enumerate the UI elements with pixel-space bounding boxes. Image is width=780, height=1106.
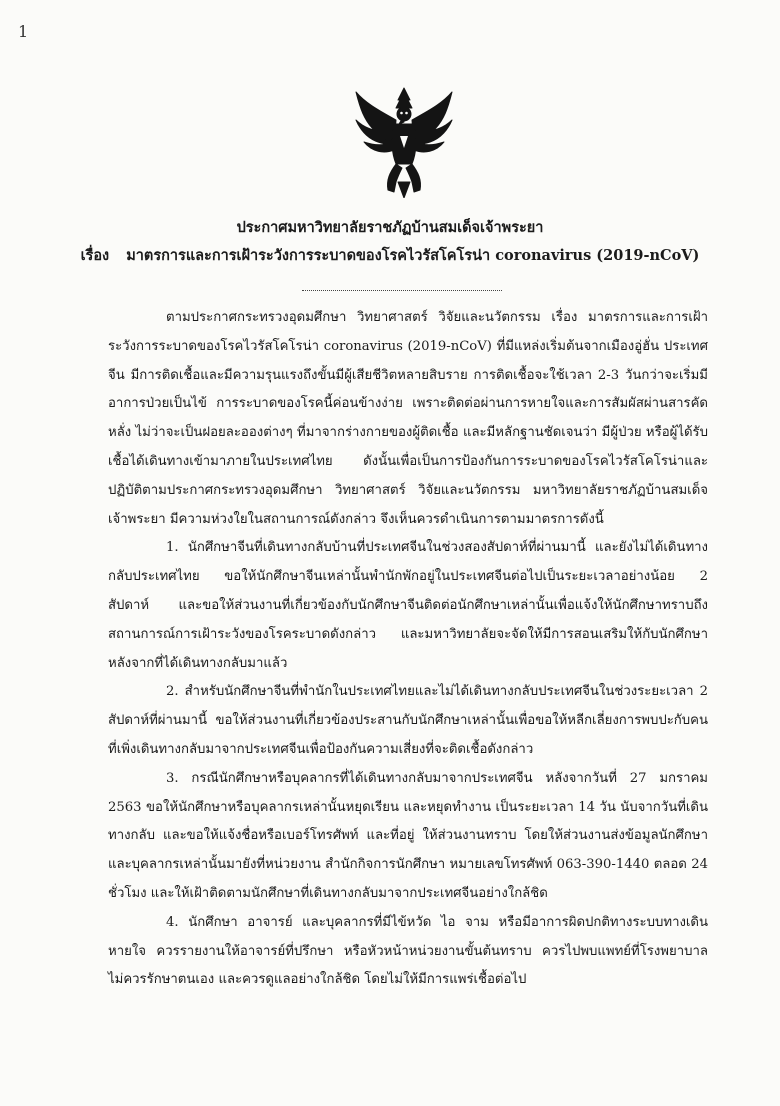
announcement-body <box>108 304 708 995</box>
subject-label: เรื่อง <box>80 247 110 264</box>
measure-item-2: 2. สำหรับนักศึกษาจีนที่พำนักในประเทศไทยและไม่ได้เดินทางกลับประเทศจีนในช่วงระยะเวลา 2 สัปดาห์ที่ผ่านมานี้ ขอให้ส่วนงานที่เกี่ยวข้องประสานกับนักศึกษาเหล่านั้นเพื่อขอให้หลีกเลี่ยงการพบปะกับคนที่เพิ่งเดินทางกลับมาจากประเทศจีนเพื่อป้องกันความเสี่ยงที่จะติดเชื้อดังกล่าว <box>108 684 708 757</box>
measure-item-1: 1. นักศึกษาจีนที่เดินทางกลับบ้านที่ประเทศจีนในช่วงสองสัปดาห์ที่ผ่านมานี้ และยังไม่ได้เดินทางกลับประเทศไทย ขอให้นักศึกษาจีนเหล่านั้นพำนักพักอยู่ในประเทศจีนต่อไปเป็นระยะเวลาอย่างน้อย 2 สัปดาห์ และขอให้ส่วนงานที่เกี่ยวข้องกับนักศึกษาจีนติดต่อนักศึกษาเหล่านั้นเพื่อแจ้งให้นักศึกษาทราบถึงสถานการณ์การเฝ้าระวังของโรคระบาดดังกล่าว และมหาวิทยาลัยจะจัดให้มีการสอนเสริมให้กับนักศึกษาหลังจากที่ได้เดินทางกลับมาแล้ว <box>108 540 708 671</box>
intro-paragraph: ตามประกาศกระทรวงอุดมศึกษา วิทยาศาสตร์ วิจัยและนวัตกรรม เรื่อง มาตรการและการเฝ้าระวังการระบาดของโรคไวรัสโคโรน่า coronavirus (2019-nCoV) ที่มีแหล่งเริ่มต้นจากเมืองอู่ฮั่น ประเทศจีน มีการติดเชื้อและมีความรุนแรงถึงขั้นมีผู้เสียชีวิตหลายสิบราย การติดเชื้อจะใช้เวลา 2-3 วันกว่าจะเริ่มมีอาการป่วยเป็นไข้ การระบาดของโรคนี้ค่อนข้างง่าย เพราะติดต่อผ่านการหายใจและการสัมผัสผ่านสารคัดหลั่ง ไม่ว่าจะเป็นฝอยละอองต่างๆ ที่มาจากร่างกายของผู้ติดเชื้อ และมีหลักฐานชัดเจนว่า มีผู้ป่วย หรือผู้ได้รับเชื้อได้เดินทางเข้ามาภายในประเทศไทย ดังนั้นเพื่อเป็นการป้องกันการระบาดของโรคไวรัสโคโรน่าและปฏิบัติตามประกาศกระทรวงอุดมศึกษา วิทยาศาสตร์ วิจัยและนวัตกรรม มหาวิทยาลัยราชภัฏบ้านสมเด็จเจ้าพระยา มีความห่วงใยในสถานการณ์ดังกล่าว จึงเห็นควรดำเนินการตามมาตรการดังนี้ <box>108 310 708 527</box>
subject-text: มาตรการและการเฝ้าระวังการระบาดของโรคไวรัสโคโรน่า coronavirus (2019-nCoV) <box>126 247 700 264</box>
garuda-emblem-icon <box>352 86 456 198</box>
measure-item-4: 4. นักศึกษา อาจารย์ และบุคลากรที่มีไข้หวัด ไอ จาม หรือมีอาการผิดปกติทางระบบทางเดินหายใจ ควรรายงานให้อาจารย์ที่ปรึกษา หรือหัวหน้าหน่วยงานขั้นต้นทราบ ควรไปพบแพทย์ที่โรงพยาบาล ไม่ควรรักษาตนเอง และควรดูแลอย่างใกล้ชิด โดยไม่ให้มีการแพร่เชื้อต่อไป <box>108 914 708 988</box>
measure-item-3: 3. กรณีนักศึกษาหรือบุคลากรที่ได้เดินทางกลับมาจากประเทศจีน หลังจากวันที่ 27 มกราคม 2563 ขอให้นักศึกษาหรือบุคลากรเหล่านั้นหยุดเรียน และหยุดทำงาน เป็นระยะเวลา 14 วัน นับจากวันที่เดินทางกลับ และขอให้แจ้งชื่อหรือเบอร์โทรศัพท์ และที่อยู่ ให้ส่วนงานทราบ โดยให้ส่วนงานส่งข้อมูลนักศึกษาและบุคลากรเหล่านั้นมายังที่หน่วยงาน สำนักกิจการนักศึกษา หมายเลขโทรศัพท์ 063-390-1440 ตลอด 24 ชั่วโมง และให้เฝ้าติดตามนักศึกษาที่เดินทางกลับมาจากประเทศจีนอย่างใกล้ชิด <box>108 770 708 901</box>
page-mark: 1 <box>18 22 29 41</box>
dotted-divider <box>302 290 502 291</box>
announcement-title: ประกาศมหาวิทยาลัยราชภัฏบ้านสมเด็จเจ้าพระยา <box>236 219 544 236</box>
announcement-subject <box>0 244 780 267</box>
